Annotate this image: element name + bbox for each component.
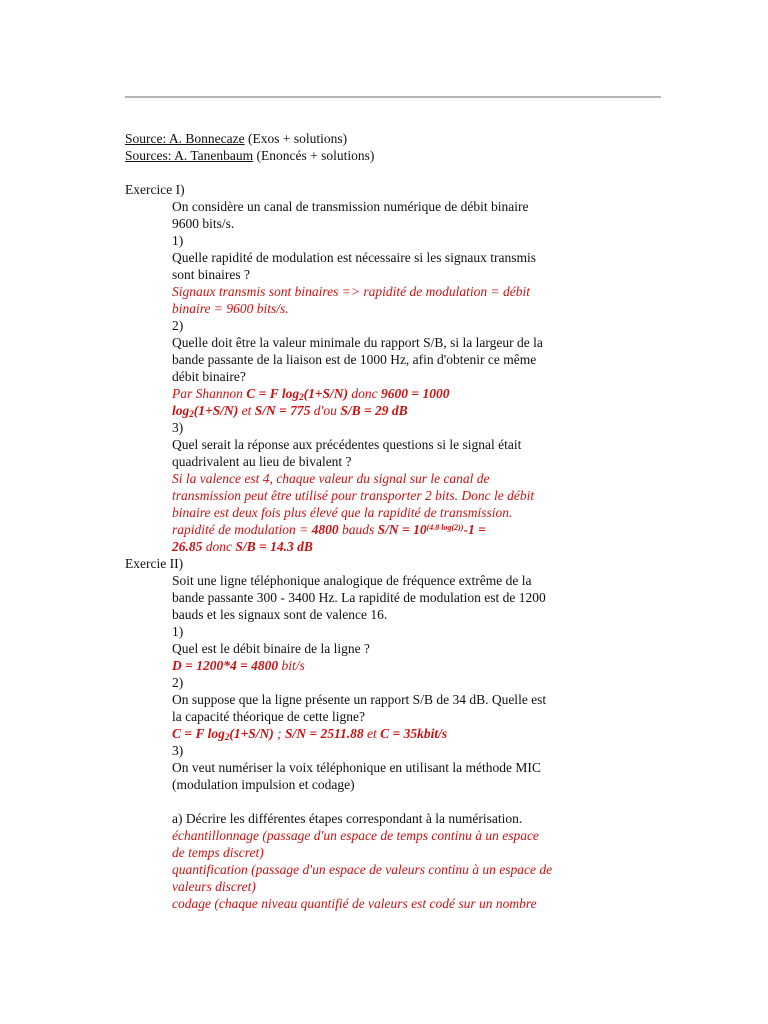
ex2-q3-answer: codage (chaque niveau quantifié de valeurs est codé sur un nombre [172,896,537,911]
ex1-q3-answer: transmission peut être utilisé pour transporter 2 bits. Donc le débit [172,488,535,503]
source-author-2: Sources: A. Tanenbaum [125,148,254,163]
document-body [125,130,725,912]
ex2-q2-number: 2) [172,675,184,690]
exercise-1-content [172,198,725,555]
ex2-q2-question: la capacité théorique de cette ligne? [172,709,366,724]
ex1-q3-answer-formula-1: rapidité de modulation = 4800 bauds $S/N = 10^{(4.8 log(2))}-1$ = [172,522,486,537]
ex1-q2-question: débit binaire? [172,369,246,384]
ex1-q3-number: 3) [172,420,184,435]
ex2-q3-answer: quantification (passage d'un espace de valeurs continu à un espace de [172,862,553,877]
ex1-q3-question: Quel serait la réponse aux précédentes questions si le signal était [172,437,522,452]
ex1-q1-question: sont binaires ? [172,267,250,282]
ex1-q3-answer-formula-2: 26.85 donc S/B = 14.3 dB [172,539,313,554]
ex1-q2-question: Quelle doit être la valeur minimale du rapport S/B, si la largeur de la [172,335,543,350]
ex1-q1-question: Quelle rapidité de modulation est nécessaire si les signaux transmis [172,250,537,265]
exercise-2-title: Exercie II) [125,556,184,571]
source-author-1: Source: A. Bonnecaze [125,131,245,146]
ex1-q3-answer: binaire est deux fois plus élevé que la rapidité de transmission. [172,505,513,520]
ex1-q2-answer-line-2: $\log_2(1+S/N)$ et S/N = 775 d'ou S/B = 29 dB [172,403,408,419]
exercise-1-title: Exercice I) [125,182,185,197]
ex2-q3-question: (modulation impulsion et codage) [172,777,355,792]
ex1-q2-number: 2) [172,318,184,333]
ex2-intro-line: bande passante 300 - 3400 Hz. La rapidité de modulation est de 1200 [172,590,546,605]
ex2-intro-line: bauds et les signaux sont de valence 16. [172,607,388,622]
ex2-intro-line: Soit une ligne téléphonique analogique de fréquence extrême de la [172,573,532,588]
exercise-2-content [172,572,725,912]
ex2-q3-answer: de temps discret) [172,845,264,860]
ex2-q2-answer: C = F $\log_2(1+S/N)$ ; S/N = 2511.88 et C = 35kbit/s [172,726,448,742]
source-line-1 [125,130,725,147]
ex1-q3-answer: Si la valence est 4, chaque valeur du signal sur le canal de [172,471,490,486]
ex2-q1-number: 1) [172,624,184,639]
ex2-q2-question: On suppose que la ligne présente un rapport S/B de 34 dB. Quelle est [172,692,547,707]
source-note-1: (Exos + solutions) [244,131,348,146]
ex1-q2-question: bande passante de la liaison est de 1000 Hz, afin d'obtenir ce même [172,352,537,367]
source-line-2 [125,147,725,164]
ex1-intro-line: 9600 bits/s. [172,216,235,231]
ex1-q1-number: 1) [172,233,184,248]
ex1-q1-answer: binaire = 9600 bits/s. [172,301,289,316]
ex2-q1-answer: D = 1200*4 = 4800 bit/s [172,658,305,673]
top-horizontal-rule [125,96,661,98]
ex1-intro-line: On considère un canal de transmission numérique de débit binaire [172,199,529,214]
source-note-2: (Enoncés + solutions) [253,148,375,163]
ex2-q1-question: Quel est le débit binaire de la ligne ? [172,641,370,656]
ex2-q3-subquestion-a: a) Décrire les différentes étapes correspondant à la numérisation. [172,811,523,826]
ex1-q1-answer: Signaux transmis sont binaires => rapidité de modulation = débit [172,284,530,299]
ex2-q3-question: On veut numériser la voix téléphonique en utilisant la méthode MIC [172,760,541,775]
ex2-q3-answer: échantillonnage (passage d'un espace de temps continu à un espace [172,828,539,843]
ex1-q2-answer-line-1: Par Shannon C = F $\log_2(1+S/N)$ donc 9600 = 1000 [172,386,450,402]
ex2-q3-number: 3) [172,743,184,758]
ex1-q3-question: quadrivalent au lieu de bivalent ? [172,454,352,469]
ex2-q3-answer: valeurs discret) [172,879,256,894]
